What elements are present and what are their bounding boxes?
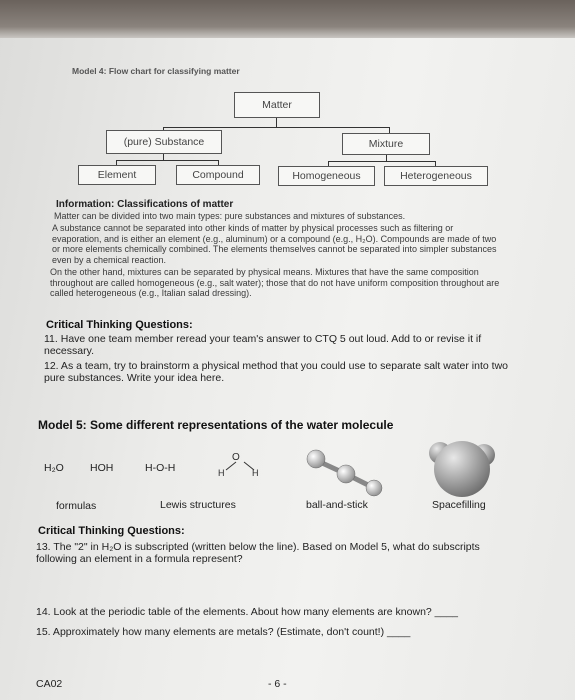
- model5-title: Model 5: Some different representations of the water molecule: [38, 418, 394, 432]
- lewis-hydrogen-right: H: [252, 468, 259, 478]
- ctq-heading-2: Critical Thinking Questions:: [38, 525, 185, 537]
- info-paragraph-3: On the other hand, mixtures can be separated by physical means. Mixtures that have the same composition throughout are called homogeneous (e.g., salt water); those that do not have uniform composition throughout are called heterogeneous (e.g., Italian salad dressing).: [50, 267, 500, 298]
- connector: [163, 127, 390, 128]
- formula-h2o: H₂O: [44, 462, 64, 474]
- question-13: 13. The "2" in H₂O is subscripted (written below the line). Based on Model 5, what do subscripts following an element in a formula represent?: [36, 541, 480, 565]
- model4-title: Model 4: Flow chart for classifying matter: [72, 66, 240, 76]
- question-14: 14. Look at the periodic table of the elements. About how many elements are known? ____: [36, 606, 459, 618]
- info-paragraph-1: Matter can be divided into two main types: pure substances and mixtures of substances.: [54, 211, 406, 221]
- node-mixture: Mixture: [342, 133, 430, 155]
- label-formulas: formulas: [56, 500, 97, 512]
- node-compound: Compound: [176, 165, 260, 185]
- page-number: - 6 -: [268, 678, 287, 690]
- formula-hoh: HOH: [90, 462, 114, 474]
- question-11: 11. Have one team member reread your team's answer to CTQ 5 out loud. Add to or revise it if necessary.: [44, 333, 482, 357]
- lewis-hydrogen-left: H: [218, 468, 225, 478]
- label-ball-and-stick: ball-and-stick: [306, 499, 368, 511]
- footer-code: CA02: [36, 678, 63, 690]
- ball-and-stick-model: [300, 440, 390, 498]
- node-homogeneous: Homogeneous: [278, 166, 375, 186]
- question-12: 12. As a team, try to brainstorm a physical method that you could use to separate salt water into two pure substances. Write your idea here.: [44, 360, 508, 384]
- background-shadow: [0, 0, 575, 38]
- lewis-oxygen: O: [232, 452, 240, 463]
- node-matter: Matter: [234, 92, 320, 118]
- info-paragraph-2: A substance cannot be separated into other kinds of matter by physical processes such as filtering or evaporation, and is either an element (e.g., aluminum) or a compound (e.g., H₂O). Compounds are made of two or more elements chemically combined. The elements themselves cannot be separated into simpler substances even by a chemical reaction.: [52, 223, 497, 265]
- info-heading: Information: Classifications of matter: [56, 199, 234, 210]
- node-substance: (pure) Substance: [106, 130, 222, 154]
- node-heterogeneous: Heterogeneous: [384, 166, 488, 186]
- ctq-heading: Critical Thinking Questions:: [46, 319, 193, 331]
- connector: [116, 160, 219, 161]
- spacefilling-model: [426, 435, 498, 501]
- question-15: 15. Approximately how many elements are metals? (Estimate, don't count!) ____: [36, 626, 411, 638]
- node-element: Element: [78, 165, 156, 185]
- connector: [276, 118, 277, 127]
- label-lewis-structures: Lewis structures: [160, 499, 236, 511]
- connector: [328, 161, 436, 162]
- formula-hoh-dash: H-O-H: [145, 462, 176, 474]
- label-spacefilling: Spacefilling: [432, 499, 486, 511]
